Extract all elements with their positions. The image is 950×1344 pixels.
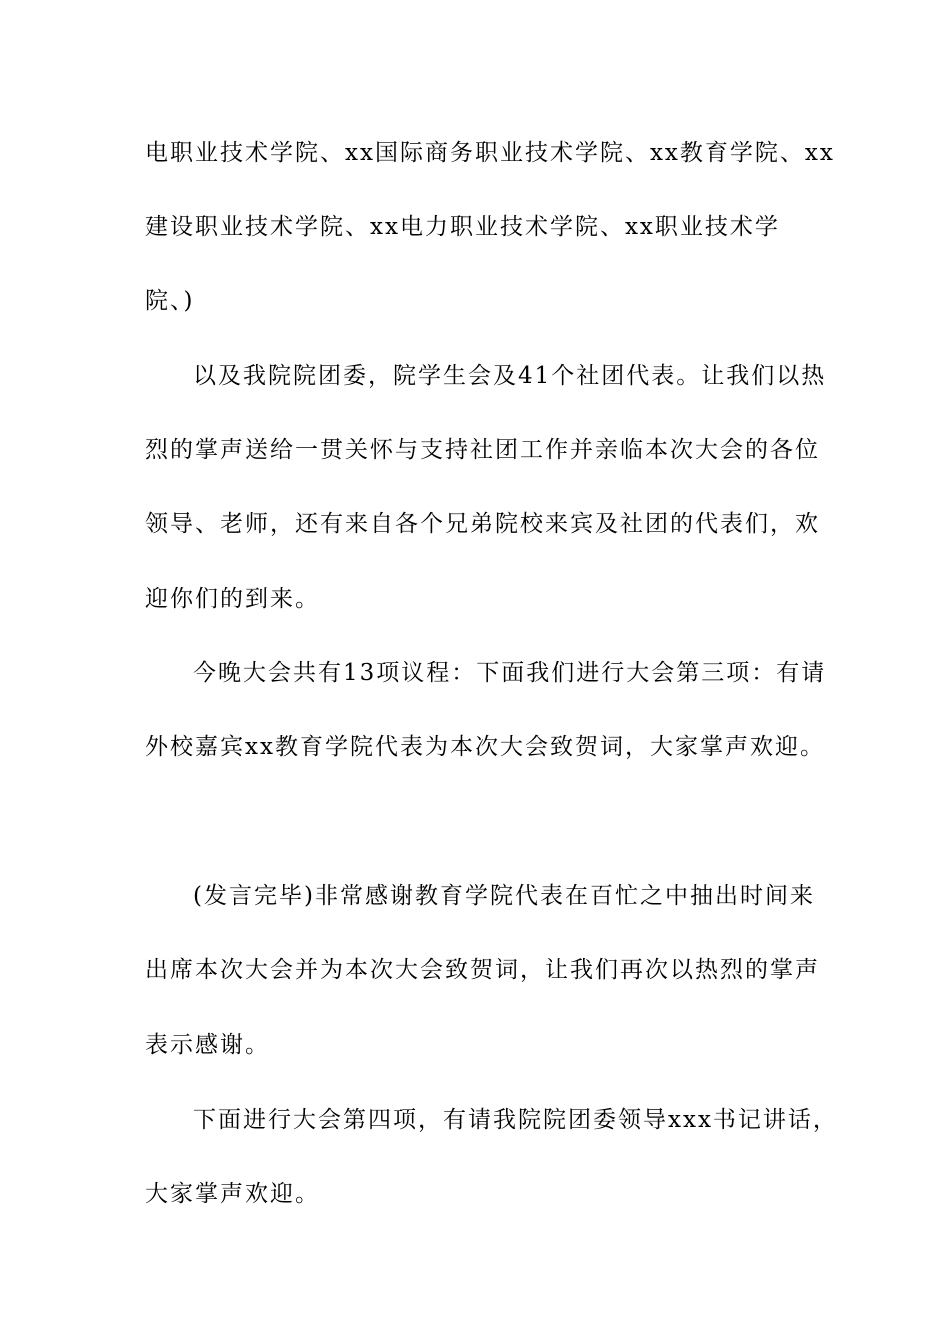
- text-line: 表示感谢。: [145, 1032, 270, 1058]
- paragraph-first-line: 下面进行大会第四项，有请我院院团委领导xxx书记讲话，: [193, 1107, 838, 1133]
- text-line: 领导、老师，还有来自各个兄弟院校来宾及社团的代表们，欢: [145, 511, 820, 537]
- text-line: 外校嘉宾xx教育学院代表为本次大会致贺词，大家掌声欢迎。: [145, 734, 825, 760]
- text-line: 出席本次大会并为本次大会致贺词，让我们再次以热烈的掌声: [145, 957, 820, 983]
- text-line: 烈的掌声送给一贯关怀与支持社团工作并亲临本次大会的各位: [145, 437, 820, 463]
- paragraph-first-line: (发言完毕)非常感谢教育学院代表在百忙之中抽出时间来: [193, 883, 815, 909]
- paragraph-first-line: 以及我院院团委，院学生会及41个社团代表。让我们以热: [193, 363, 827, 389]
- text-line: 大家掌声欢迎。: [145, 1181, 320, 1207]
- text-line: 建设职业技术学院、xx电力职业技术学院、xx职业技术学: [145, 214, 780, 240]
- text-line: 院、): [145, 288, 195, 314]
- text-line: 电职业技术学院、xx国际商务职业技术学院、xx教育学院、xx: [145, 140, 835, 166]
- text-line: 迎你们的到来。: [145, 586, 320, 612]
- paragraph-first-line: 今晚大会共有13项议程：下面我们进行大会第三项：有请: [193, 660, 827, 686]
